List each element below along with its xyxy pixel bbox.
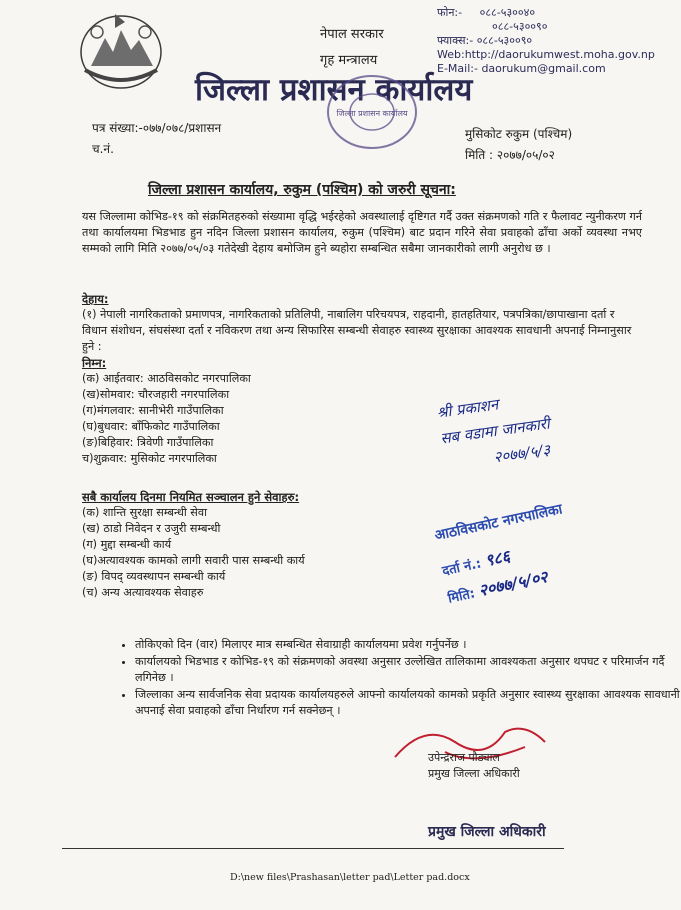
schedule-item: (ङ)बिहिवार: त्रिवेणी गाउँपालिका	[82, 436, 214, 449]
service-item: (च) अन्य अत्यावश्यक सेवाहरु	[82, 586, 204, 599]
schedule-item: (घ)बुधवार: बाँफिकोट गाउँपालिका	[82, 420, 220, 433]
handwritten-line: सब वडामा जानकारी	[439, 414, 551, 448]
handwritten-line: श्री प्रकाशन	[435, 395, 500, 422]
service-item: (ख) ठाडो निवेदन र उजुरी सम्बन्धी	[82, 522, 221, 535]
nepal-government-emblem	[75, 8, 167, 94]
stamp-date-label: मिति:	[446, 586, 477, 607]
notice-title: जिल्ला प्रशासन कार्यालय, रुकुम (पश्चिम) को जरुरी सूचना:	[148, 182, 456, 198]
phone-1: ०८८-५३००४०	[479, 6, 536, 19]
darta-number: ९८६	[483, 546, 512, 571]
schedule-item: च)शुक्रवार: मुसिकोट नगरपालिका	[82, 452, 217, 465]
phone-2: ०८८-५३००९०	[492, 20, 548, 33]
office-seal-stamp	[322, 70, 420, 152]
government-name: नेपाल सरकार	[320, 27, 384, 42]
instructions-list	[95, 637, 681, 720]
schedule-section	[82, 356, 251, 467]
phone-label: फोन:-	[437, 6, 463, 19]
signatory-designation: प्रमुख जिल्ला अधिकारी	[428, 767, 520, 780]
reference-left	[92, 118, 221, 160]
email-address: daorukum@gmail.com	[481, 62, 606, 75]
ministry-name: गृह मन्त्रालय	[320, 53, 378, 68]
website: Web:http://daorukumwest.moha.gov.np	[437, 48, 655, 61]
nimna-heading: निम्न:	[82, 356, 107, 370]
service-item: (घ)अत्यावश्यक कामको लागी सवारी पास सम्बन्धी कार्य	[82, 554, 305, 567]
contact-block	[437, 6, 655, 76]
fax-label: फ्याक्स:-	[437, 34, 474, 47]
designation-stamp: प्रमुख जिल्ला अधिकारी	[428, 824, 546, 840]
office-title: जिल्ला प्रशासन कार्यालय	[195, 72, 473, 108]
letter-date: मिति : २०७७/०५/०२	[465, 148, 555, 162]
dispatch-number: च.नं.	[92, 142, 114, 156]
handwritten-note	[435, 385, 555, 478]
service-item: (ग) मुद्दा सम्बन्धी कार्य	[82, 538, 172, 551]
handwritten-line: २०७७/५/३	[492, 440, 552, 467]
municipality-stamp	[433, 499, 577, 607]
instruction-item: • कार्यालयको भिडभाड र कोभिड-१९ को संक्रमणको अवस्था अनुसार उल्लेखित तालिकामा आवश्यकता अनुसार थपघट र परिमार्जन गर्दै लगिनेछ ।	[135, 654, 681, 686]
signatory-name: उपेन्द्रराज पौड्याल	[428, 751, 500, 764]
email-label: E-Mail:-	[437, 62, 478, 75]
darta-label: दर्ता नं.:	[440, 556, 483, 580]
schedule-item: (ख)सोमवार: चौरजहारी नगरपालिका	[82, 388, 230, 401]
signatory-block	[428, 750, 520, 782]
services-heading: सबै कार्यालय दिनमा नियमित सञ्चालन हुने सेवाहरु:	[82, 490, 300, 504]
header-center	[320, 22, 384, 74]
schedule-item: (ग)मंगलवार: सानीभेरी गाउँपालिका	[82, 404, 224, 417]
clause-1-paragraph: (१) नेपाली नागरिकताको प्रमाणपत्र, नागरिकताको प्रतिलिपी, नाबालिग परिचयपत्र, राहदानी, हातहतियार, पत्रपत्रिका/छापाखाना दर्ता र विधान संशोधन, संघसंस्था दर्ता र नविकरण तथा अन्य सिफारिस सम्बन्धी सेवाहरु स्वास्थ्य सुरक्षाका आवश्यक सावधानी अपनाई निम्नानुसार हुने :	[82, 308, 632, 353]
file-path: D:\new files\Prashasan\letter pad\Letter pad.docx	[230, 872, 470, 883]
instruction-item: • जिल्लाका अन्य सार्वजनिक सेवा प्रदायक कार्यालयहरुले आफ्नो कार्यालयको कामको प्रकृति अनुसार स्वास्थ्य सुरक्षाका आवश्यक सावधानी अपनाई सेवा प्रवाहको ढाँचा निर्धारण गर्न सक्नेछन् ।	[135, 687, 681, 719]
stamp-date: २०७७/५/०२	[476, 566, 550, 601]
fax-number: ०८८-५३००९०	[476, 34, 533, 47]
seal-text: जिल्ला प्रशासन कार्यालय	[336, 109, 408, 118]
letter-number: पत्र संख्या:-०७७/०७८/प्रशासन	[92, 121, 222, 135]
intro-paragraph: यस जिल्लामा कोभिड-१९ को संक्रमितहरुको संख्यामा वृद्धि भईरहेको अवस्थालाई दृष्टिगत गर्दै उक्त संक्रमणको गति र फैलावट न्युनीकरण गर्न तथा कार्यालयमा भिडभाड हुन नदिन जिल्ला प्रशासन कार्यालय, रुकुम (पश्चिम) बाट प्रदान गरिने सेवा प्रवाहको ढाँचा अर्को व्यवस्था नभए सम्मको लागि मिति २०७७/०५/०३ गतेदेखी देहाय बमोजिम हुने ब्यहोरा सम्बन्धित सबैमा जानकारीको लागी अनुरोध छ ।	[82, 210, 642, 255]
office-location: मुसिकोट रुकुम (पश्चिम)	[465, 127, 573, 141]
dehaya-heading: देहाय:	[82, 292, 109, 306]
municipality-name: आठविसकोट नगरपालिका	[433, 501, 564, 545]
footer-divider	[62, 848, 564, 849]
service-item: (क) शान्ति सुरक्षा सम्बन्धी सेवा	[82, 506, 207, 519]
reference-right	[465, 124, 572, 166]
services-section	[82, 490, 305, 601]
service-item: (ङ) विपद् व्यवस्थापन सम्बन्धी कार्य	[82, 570, 226, 583]
instruction-item: • तोकिएको दिन (वार) मिलाएर मात्र सम्बन्धित सेवाग्राही कार्यालयमा प्रवेश गर्नुपर्नेछ ।	[135, 637, 681, 653]
schedule-item: (क) आईतवार: आठविसकोट नगरपालिका	[82, 372, 251, 385]
